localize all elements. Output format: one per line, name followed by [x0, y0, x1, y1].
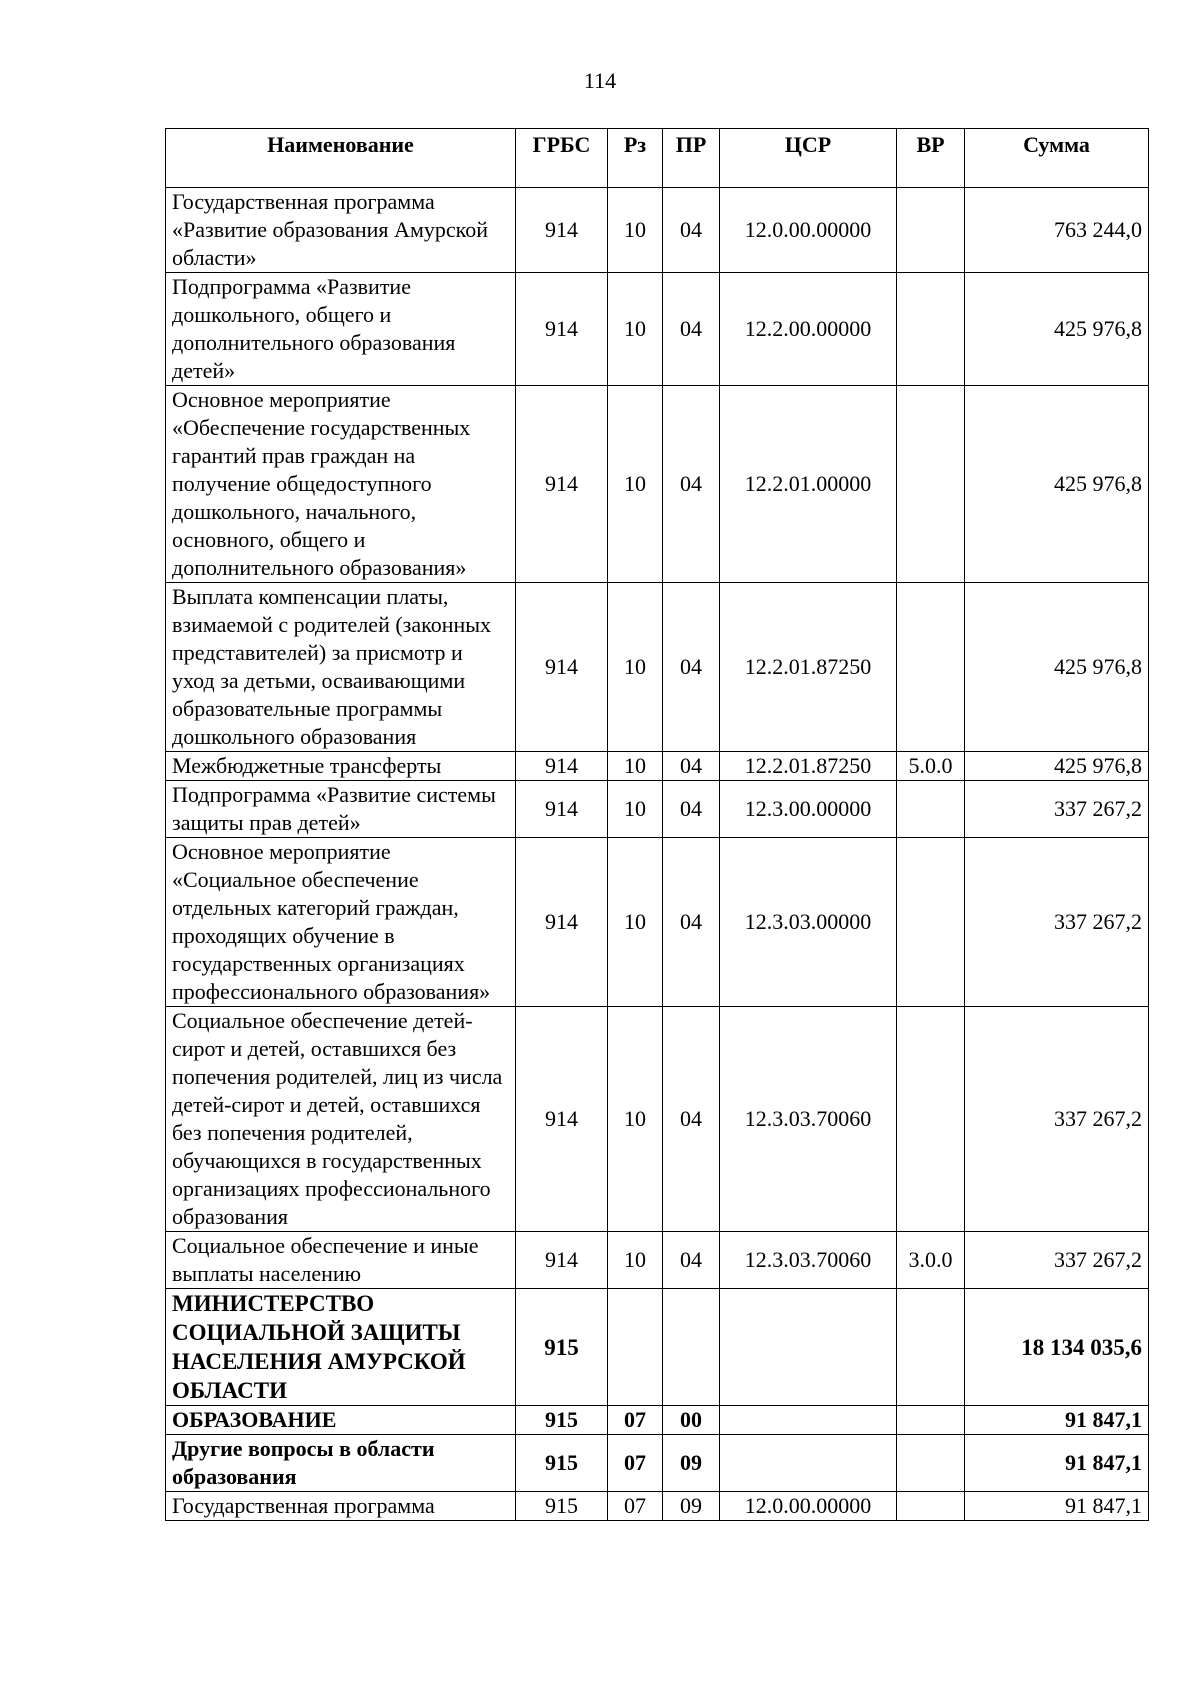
row-rz: 10 [608, 1232, 663, 1289]
table-row [166, 1492, 1149, 1521]
budget-table [165, 128, 1149, 1521]
row-grbs: 914 [516, 781, 608, 838]
row-sum: 337 267,2 [965, 1232, 1149, 1289]
row-sum: 91 847,1 [965, 1406, 1149, 1435]
row-rz: 10 [608, 1007, 663, 1232]
row-grbs: 914 [516, 188, 608, 273]
row-pr: 04 [663, 838, 720, 1007]
row-vr [897, 781, 965, 838]
row-grbs: 915 [516, 1289, 608, 1406]
row-vr: 5.0.0 [897, 752, 965, 781]
row-grbs: 914 [516, 386, 608, 583]
row-pr: 04 [663, 188, 720, 273]
row-pr: 09 [663, 1492, 720, 1521]
row-name: МИНИСТЕРСТВО СОЦИАЛЬНОЙ ЗАЩИТЫ НАСЕЛЕНИЯ АМУРСКОЙ ОБЛАСТИ [166, 1289, 516, 1406]
column-header-pr: ПР [663, 129, 720, 188]
row-sum: 763 244,0 [965, 188, 1149, 273]
row-csr: 12.3.03.00000 [720, 838, 897, 1007]
row-grbs: 914 [516, 1232, 608, 1289]
row-pr: 04 [663, 386, 720, 583]
table-row [166, 838, 1149, 1007]
row-grbs: 915 [516, 1406, 608, 1435]
row-pr [663, 1289, 720, 1406]
row-name: Подпрограмма «Развитие системы защиты прав детей» [166, 781, 516, 838]
row-name: Другие вопросы в области образования [166, 1435, 516, 1492]
row-vr: 3.0.0 [897, 1232, 965, 1289]
row-pr: 04 [663, 273, 720, 386]
column-header-name: Наименование [166, 129, 516, 188]
row-csr [720, 1289, 897, 1406]
row-vr [897, 273, 965, 386]
table-row [166, 1232, 1149, 1289]
row-vr [897, 838, 965, 1007]
row-grbs: 914 [516, 1007, 608, 1232]
table-row-ministry [166, 1289, 1149, 1406]
column-header-grbs: ГРБС [516, 129, 608, 188]
row-rz [608, 1289, 663, 1406]
row-grbs: 914 [516, 273, 608, 386]
row-sum: 91 847,1 [965, 1435, 1149, 1492]
table-row [166, 781, 1149, 838]
row-sum: 18 134 035,6 [965, 1289, 1149, 1406]
row-csr: 12.3.00.00000 [720, 781, 897, 838]
row-sum: 425 976,8 [965, 583, 1149, 752]
row-csr: 12.2.00.00000 [720, 273, 897, 386]
row-grbs: 914 [516, 583, 608, 752]
row-sum: 425 976,8 [965, 273, 1149, 386]
row-name: Социальное обеспечение и иные выплаты населению [166, 1232, 516, 1289]
row-name: Основное мероприятие «Обеспечение государственных гарантий прав граждан на получение общедоступного дошкольного, начального, основного, общего и дополнительного образования» [166, 386, 516, 583]
row-rz: 07 [608, 1435, 663, 1492]
row-sum: 337 267,2 [965, 781, 1149, 838]
row-sum: 425 976,8 [965, 752, 1149, 781]
table-row [166, 273, 1149, 386]
row-vr [897, 1406, 965, 1435]
row-sum: 91 847,1 [965, 1492, 1149, 1521]
row-pr: 04 [663, 1007, 720, 1232]
row-pr: 04 [663, 752, 720, 781]
row-csr: 12.2.01.87250 [720, 583, 897, 752]
row-vr [897, 1007, 965, 1232]
row-vr [897, 583, 965, 752]
row-pr: 09 [663, 1435, 720, 1492]
row-rz: 07 [608, 1492, 663, 1521]
row-pr: 00 [663, 1406, 720, 1435]
row-sum: 425 976,8 [965, 386, 1149, 583]
column-header-vr: ВР [897, 129, 965, 188]
row-pr: 04 [663, 1232, 720, 1289]
row-csr: 12.3.03.70060 [720, 1232, 897, 1289]
column-header-csr: ЦСР [720, 129, 897, 188]
row-pr: 04 [663, 781, 720, 838]
table-row [166, 188, 1149, 273]
row-rz: 10 [608, 583, 663, 752]
row-rz: 10 [608, 386, 663, 583]
row-vr [897, 188, 965, 273]
row-name: ОБРАЗОВАНИЕ [166, 1406, 516, 1435]
row-name: Межбюджетные трансферты [166, 752, 516, 781]
table-row-subsection [166, 1435, 1149, 1492]
row-grbs: 914 [516, 838, 608, 1007]
table-row [166, 1007, 1149, 1232]
row-vr [897, 1435, 965, 1492]
table-row [166, 752, 1149, 781]
row-rz: 10 [608, 752, 663, 781]
row-sum: 337 267,2 [965, 838, 1149, 1007]
row-grbs: 914 [516, 752, 608, 781]
row-rz: 10 [608, 188, 663, 273]
table-row-section [166, 1406, 1149, 1435]
page-number: 114 [583, 68, 617, 93]
row-name: Подпрограмма «Развитие дошкольного, общего и дополнительного образования детей» [166, 273, 516, 386]
row-grbs: 915 [516, 1492, 608, 1521]
row-rz: 07 [608, 1406, 663, 1435]
row-csr [720, 1435, 897, 1492]
table-header-row [166, 129, 1149, 188]
row-csr: 12.2.01.87250 [720, 752, 897, 781]
row-rz: 10 [608, 838, 663, 1007]
column-header-rz: Рз [608, 129, 663, 188]
row-pr: 04 [663, 583, 720, 752]
row-csr: 12.2.01.00000 [720, 386, 897, 583]
row-name: Основное мероприятие «Социальное обеспечение отдельных категорий граждан, проходящих обучение в государственных организациях профессионального образования» [166, 838, 516, 1007]
table-row [166, 386, 1149, 583]
row-name: Государственная программа [166, 1492, 516, 1521]
row-sum: 337 267,2 [965, 1007, 1149, 1232]
table-row [166, 583, 1149, 752]
row-csr: 12.0.00.00000 [720, 1492, 897, 1521]
row-vr [897, 1492, 965, 1521]
row-csr: 12.0.00.00000 [720, 188, 897, 273]
row-vr [897, 1289, 965, 1406]
row-name: Выплата компенсации платы, взимаемой с родителей (законных представителей) за присмотр и уход за детьми, осваивающими образовательные программы дошкольного образования [166, 583, 516, 752]
row-rz: 10 [608, 781, 663, 838]
row-csr [720, 1406, 897, 1435]
row-vr [897, 386, 965, 583]
column-header-sum: Сумма [965, 129, 1149, 188]
row-rz: 10 [608, 273, 663, 386]
row-name: Социальное обеспечение детей-сирот и детей, оставшихся без попечения родителей, лиц из числа детей-сирот и детей, оставшихся без попечения родителей, обучающихся в государственных организациях профессионального образования [166, 1007, 516, 1232]
row-csr: 12.3.03.70060 [720, 1007, 897, 1232]
row-grbs: 915 [516, 1435, 608, 1492]
row-name: Государственная программа «Развитие образования Амурской области» [166, 188, 516, 273]
